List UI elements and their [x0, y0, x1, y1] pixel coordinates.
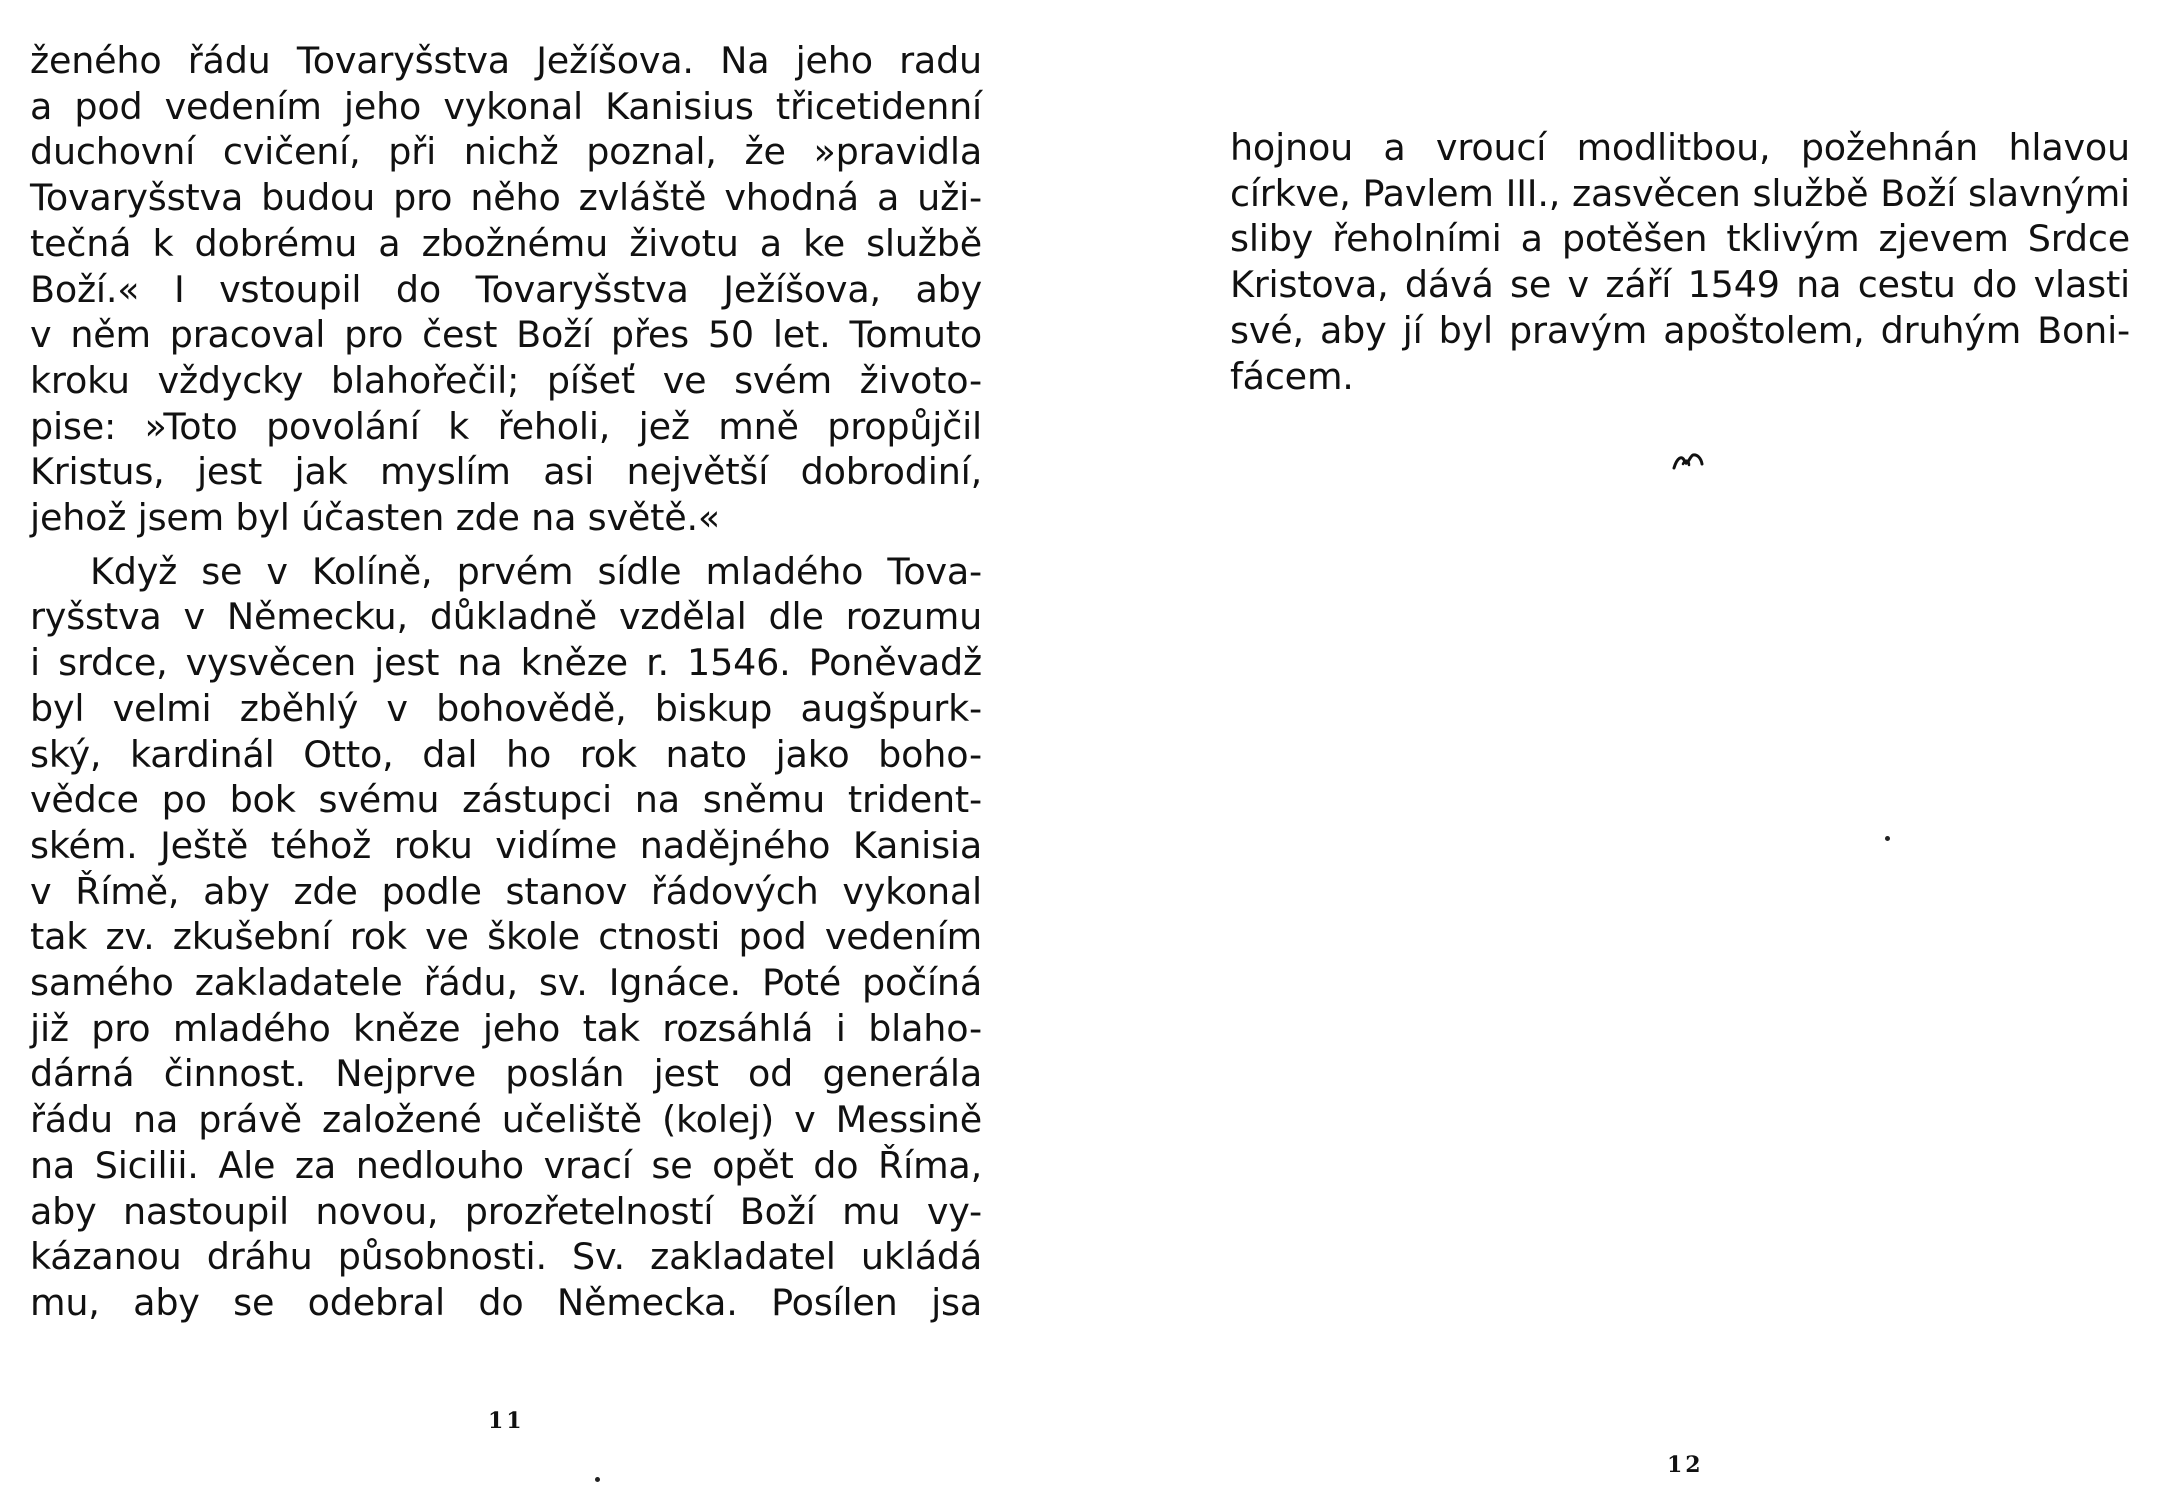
text-line: duchovní cvičení, při nichž poznal, že »pravidla [30, 130, 982, 174]
text-line: v něm pracoval pro čest Boží přes 50 let. Tomuto [30, 313, 982, 357]
text-line: samého zakladatele řádu, sv. Ignáce. Poté počíná [30, 961, 982, 1005]
right-page-text [1230, 125, 2130, 399]
text-line: Kristus, jest jak myslím asi největší dobrodiní, [30, 450, 982, 494]
text-line: již pro mladého kněze jeho tak rozsáhlá i blaho- [30, 1006, 982, 1050]
text-line: tečná k dobrému a zbožnému životu a ke službě [30, 221, 982, 265]
text-line: hojnou a vroucí modlitbou, požehnán hlavou [1230, 126, 2130, 169]
text-line: i srdce, vysvěcen jest na kněze r. 1546. Poněvadž [30, 641, 982, 685]
fleuron-icon [1671, 450, 1705, 472]
text-line: a pod vedením jeho vykonal Kanisius třicetidenní [30, 84, 982, 128]
text-line: ženého řádu Tovaryšstva Ježíšova. Na jeho radu [30, 39, 982, 82]
text-line: tak zv. zkušební rok ve škole ctnosti pod vedením [30, 915, 982, 959]
print-speck [1885, 836, 1890, 841]
text-line: Boží.« I vstoupil do Tovaryšstva Ježíšova, aby [30, 267, 982, 311]
right-page [1081, 0, 2162, 1500]
text-line: dárná činnost. Nejprve poslán jest od generála [30, 1052, 982, 1096]
text-line: řádu na právě založené učeliště (kolej) v Messině [30, 1098, 982, 1142]
text-line: ryšstva v Německu, důkladně vzdělal dle rozumu [30, 595, 982, 639]
text-line: pise: »Toto povolání k řeholi, jež mně propůjčil [30, 404, 982, 448]
paragraph [30, 38, 982, 541]
page-number: 12 [1667, 1452, 1704, 1478]
paragraph-gap [30, 541, 982, 549]
text-line: sliby řeholními a potěšen tklivým zjevem Srdce [1230, 217, 2130, 261]
text-line: na Sicilii. Ale za nedlouho vrací se opět do Říma, [30, 1143, 982, 1187]
left-page-text [30, 38, 982, 1326]
text-line: v Římě, aby zde podle stanov řádových vykonal [30, 869, 982, 913]
paragraph [1230, 125, 2130, 399]
text-line: církve, Pavlem III., zasvěcen službě Boží slavnými [1230, 171, 2130, 215]
text-line: aby nastoupil novou, prozřetelností Boží mu vy- [30, 1189, 982, 1233]
text-line: ský, kardinál Otto, dal ho rok nato jako boho- [30, 732, 982, 776]
text-line: byl velmi zběhlý v bohovědě, biskup augšpurk- [30, 686, 982, 730]
text-line: své, aby jí byl pravým apoštolem, druhým Boni- [1230, 308, 2130, 352]
page-number: 11 [488, 1408, 525, 1434]
text-line: vědce po bok svému zástupci na sněmu trident- [30, 778, 982, 822]
text-line: Když se v Kolíně, prvém sídle mladého Tova- [90, 549, 982, 593]
print-speck [595, 1477, 600, 1482]
text-line: Tovaryšstva budou pro něho zvláště vhodná a uži- [30, 176, 982, 220]
text-line: fácem. [1230, 354, 1354, 398]
text-line: ském. Ještě téhož roku vidíme nadějného Kanisia [30, 823, 982, 867]
text-line: jehož jsem byl účasten zde na světě.« [30, 496, 721, 540]
text-line: Kristova, dává se v září 1549 na cestu do vlasti [1230, 263, 2130, 307]
paragraph [30, 549, 982, 1326]
text-line: kroku vždycky blahořečil; píšeť ve svém životo- [30, 358, 982, 402]
text-line: kázanou dráhu působnosti. Sv. zakladatel ukládá [30, 1235, 982, 1279]
text-line: mu, aby se odebral do Německa. Posílen jsa [30, 1280, 982, 1324]
